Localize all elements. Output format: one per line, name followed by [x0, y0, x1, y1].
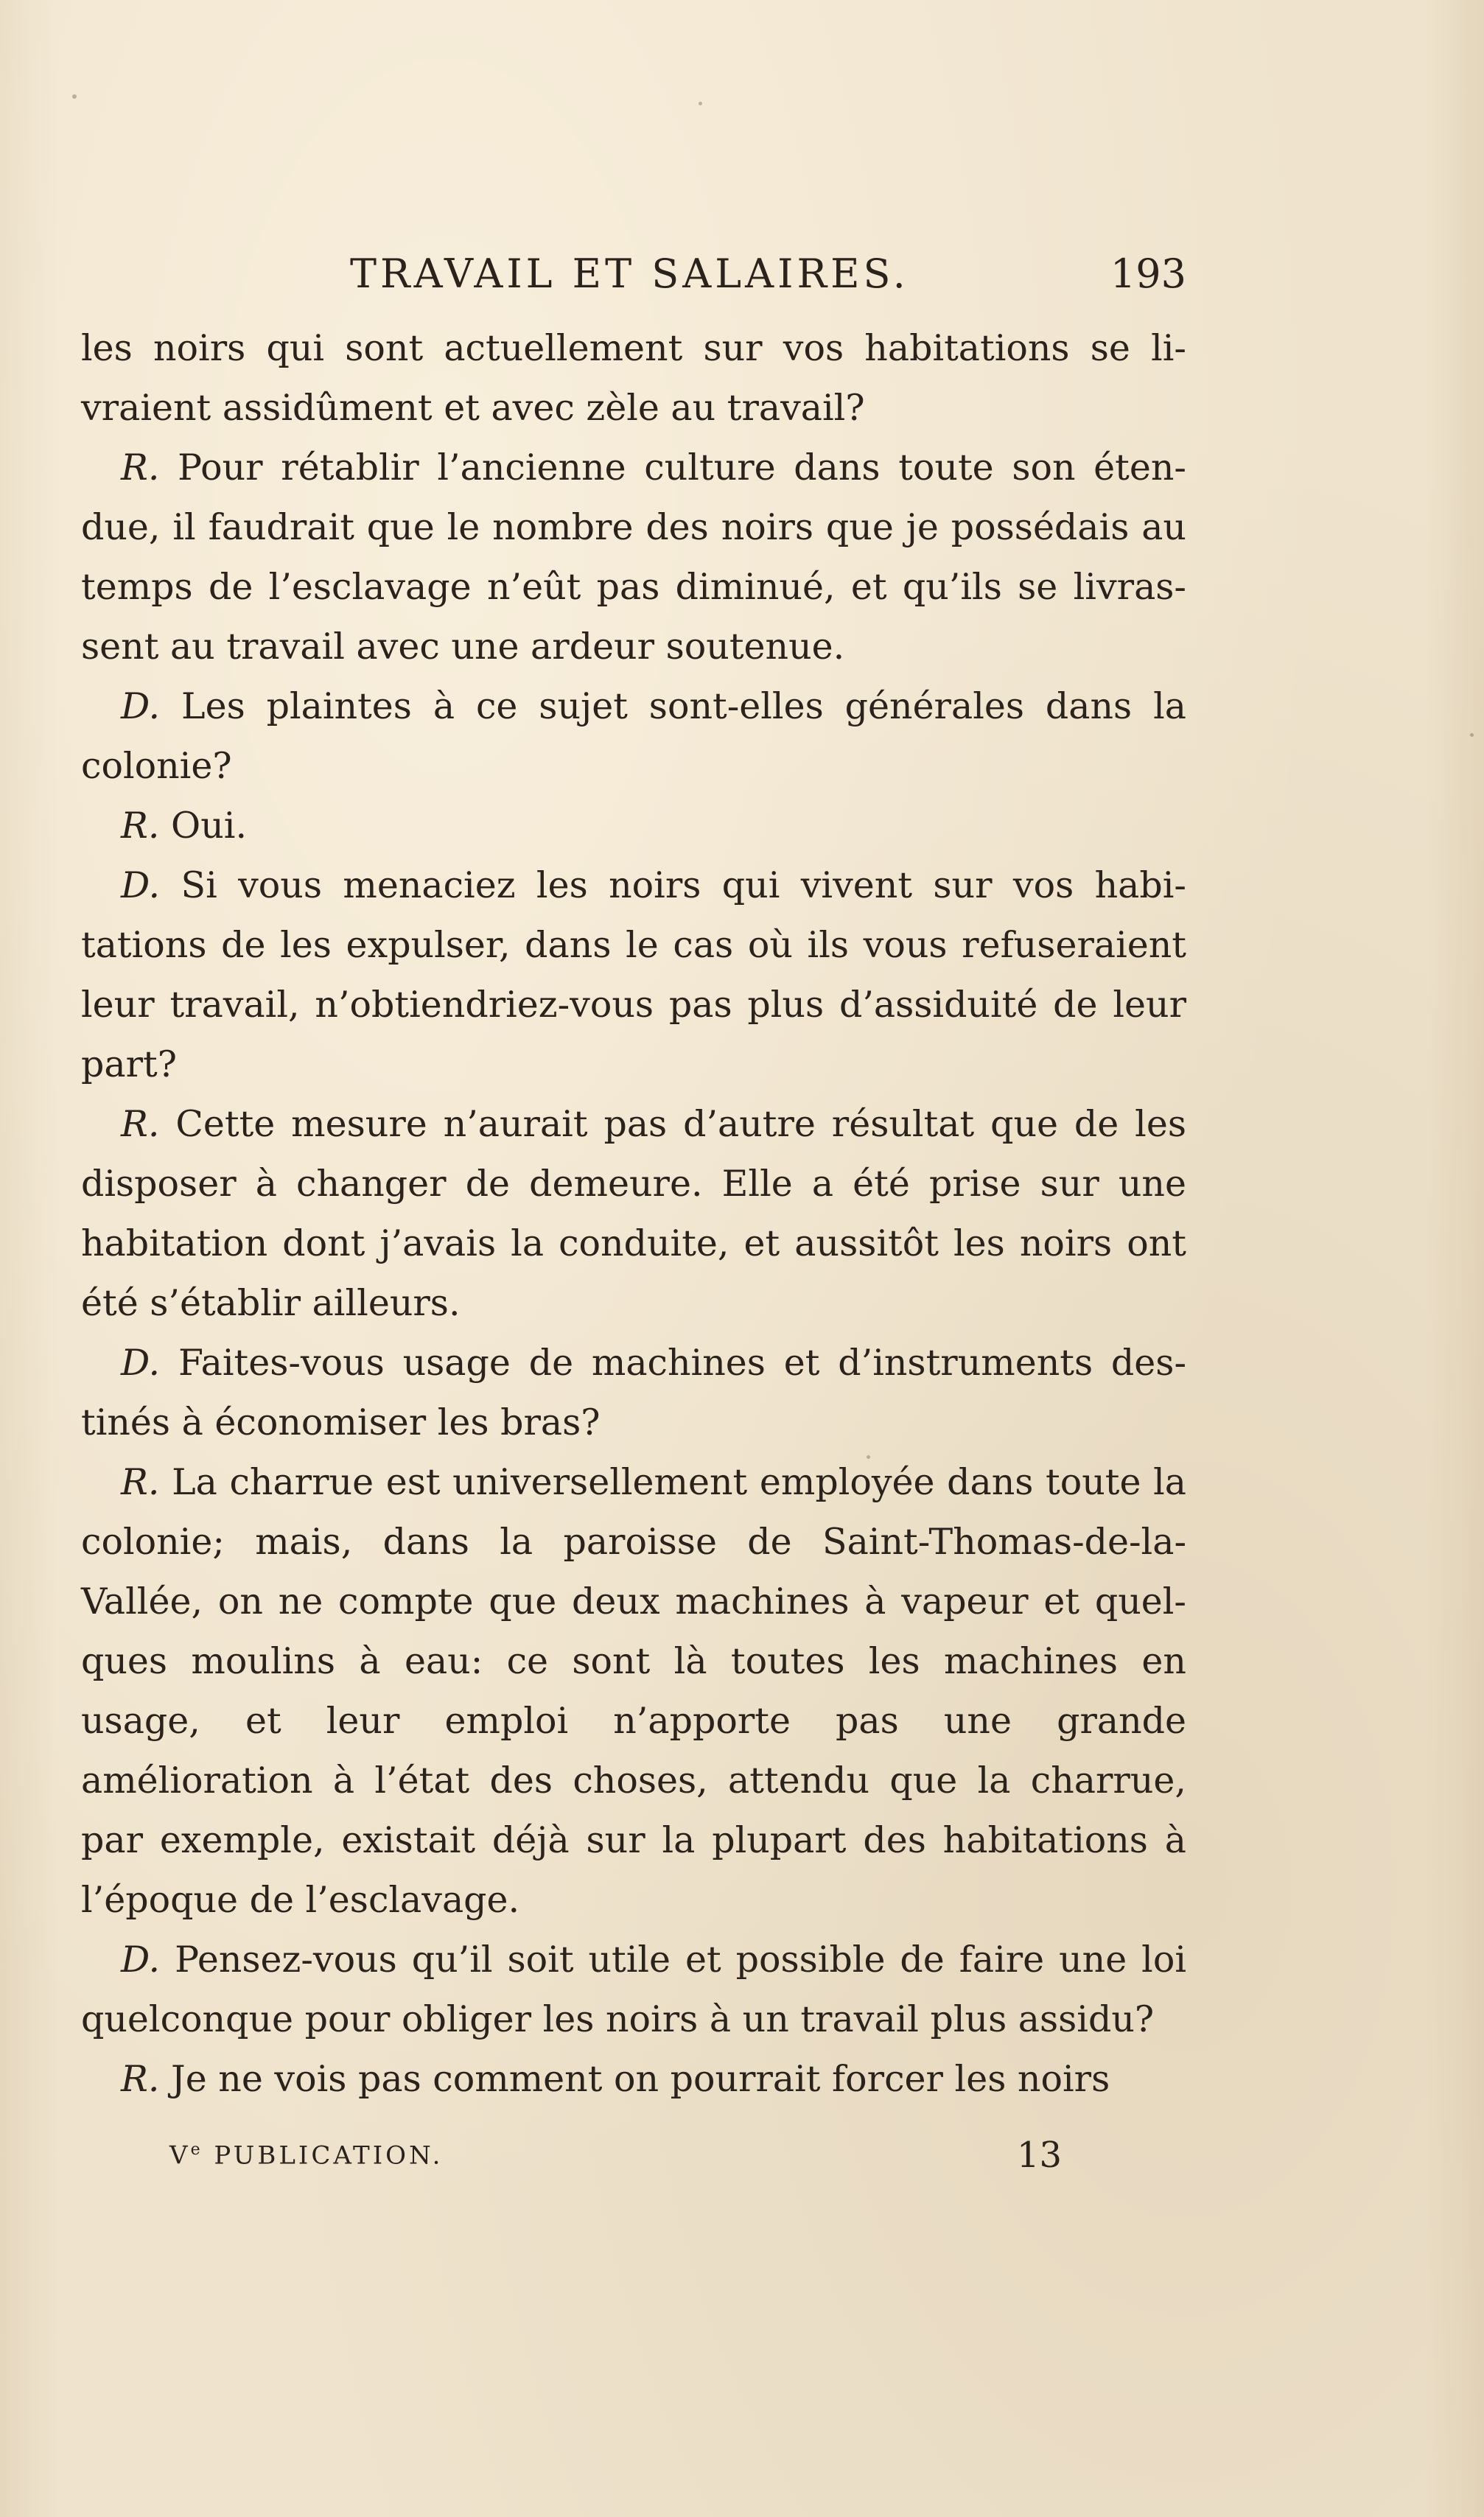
- paragraph-text: Je ne vois pas comment on pourrait forcer les noirs: [159, 2058, 1110, 2100]
- paper-speck: [699, 102, 702, 105]
- paragraph-text: Pensez-vous qu’il soit utile et possible de faire une loi quelconque pour obliger les noirs à un travail plus assidu?: [81, 1939, 1186, 2040]
- speaker-label: R.: [121, 447, 160, 489]
- running-title: TRAVAIL ET SALAIRES.: [350, 251, 909, 297]
- page-number: 193: [1110, 251, 1186, 297]
- sheet-number: 13: [1017, 2135, 1063, 2176]
- paragraph-text: Les plaintes à ce sujet sont-elles générales dans la colonie?: [81, 685, 1186, 787]
- question-paragraph: [81, 1930, 1186, 2049]
- carryover-paragraph: les noirs qui sont actuellement sur vos habitations se li-vraient assidûment et avec zèle au travail?: [81, 327, 1186, 429]
- body-text: [81, 318, 1186, 2109]
- question-paragraph: [81, 1333, 1186, 1452]
- paragraph-text: La charrue est universellement employée dans toute la colonie; mais, dans la paroisse de Saint-Thomas-de-la-Vallée, on ne compte que deux machines à vapeur et quel-ques moulins à eau: ce sont là toutes les machines en usage, et leur emploi n’apporte pas une grande amélioration à l’état des choses, attendu que la charrue, par exemple, existait déjà sur la plupart des habitations à l’époque de l’esclavage.: [81, 1461, 1186, 1921]
- signature-text: PUBLICATION.: [203, 2140, 444, 2171]
- running-header: [81, 251, 1186, 317]
- answer-paragraph: [81, 2049, 1186, 2109]
- answer-paragraph: [81, 1452, 1186, 1930]
- paragraph-text: Oui.: [159, 805, 248, 847]
- speaker-label: D.: [121, 1939, 161, 1981]
- answer-paragraph: [81, 438, 1186, 676]
- page-footer: [81, 2135, 1186, 2192]
- speaker-label: R.: [121, 2058, 160, 2100]
- question-paragraph: [81, 676, 1186, 796]
- answer-paragraph: [81, 1094, 1186, 1333]
- signature-mark: [169, 2140, 443, 2170]
- answer-paragraph: [81, 796, 1186, 855]
- speaker-label: R.: [121, 1461, 160, 1503]
- speaker-label: R.: [121, 805, 160, 847]
- signature-prefix: V: [169, 2140, 191, 2171]
- speaker-label: D.: [121, 864, 161, 906]
- paragraph-text: Cette mesure n’aurait pas d’autre résultat que de les disposer à changer de demeure. Elle a été prise sur une habitation dont j’avais la conduite, et aussitôt les noirs ont été s’établir ailleurs.: [81, 1103, 1186, 1324]
- paragraph-text: Pour rétablir l’ancienne culture dans toute son éten-due, il faudrait que le nombre des noirs que je possédais au temps de l’esclavage n’eût pas diminué, et qu’ils se livras-sent au travail avec une ardeur soutenue.: [81, 447, 1186, 668]
- speaker-label: D.: [121, 1342, 161, 1384]
- paper-speck: [867, 1455, 870, 1459]
- speaker-label: R.: [121, 1103, 160, 1145]
- paper-speck: [1470, 733, 1474, 737]
- paragraph-text: Si vous menaciez les noirs qui vivent sur vos habi-tations de les expulser, dans le cas où ils vous refuseraient leur travail, n’obtiendriez-vous pas plus d’assiduité de leur part?: [81, 864, 1186, 1085]
- signature-superscript: e: [190, 2140, 203, 2159]
- question-paragraph: [81, 855, 1186, 1094]
- paragraph-text: Faites-vous usage de machines et d’instruments des-tinés à économiser les bras?: [81, 1342, 1186, 1443]
- speaker-label: D.: [121, 685, 161, 727]
- paper-speck: [72, 94, 77, 99]
